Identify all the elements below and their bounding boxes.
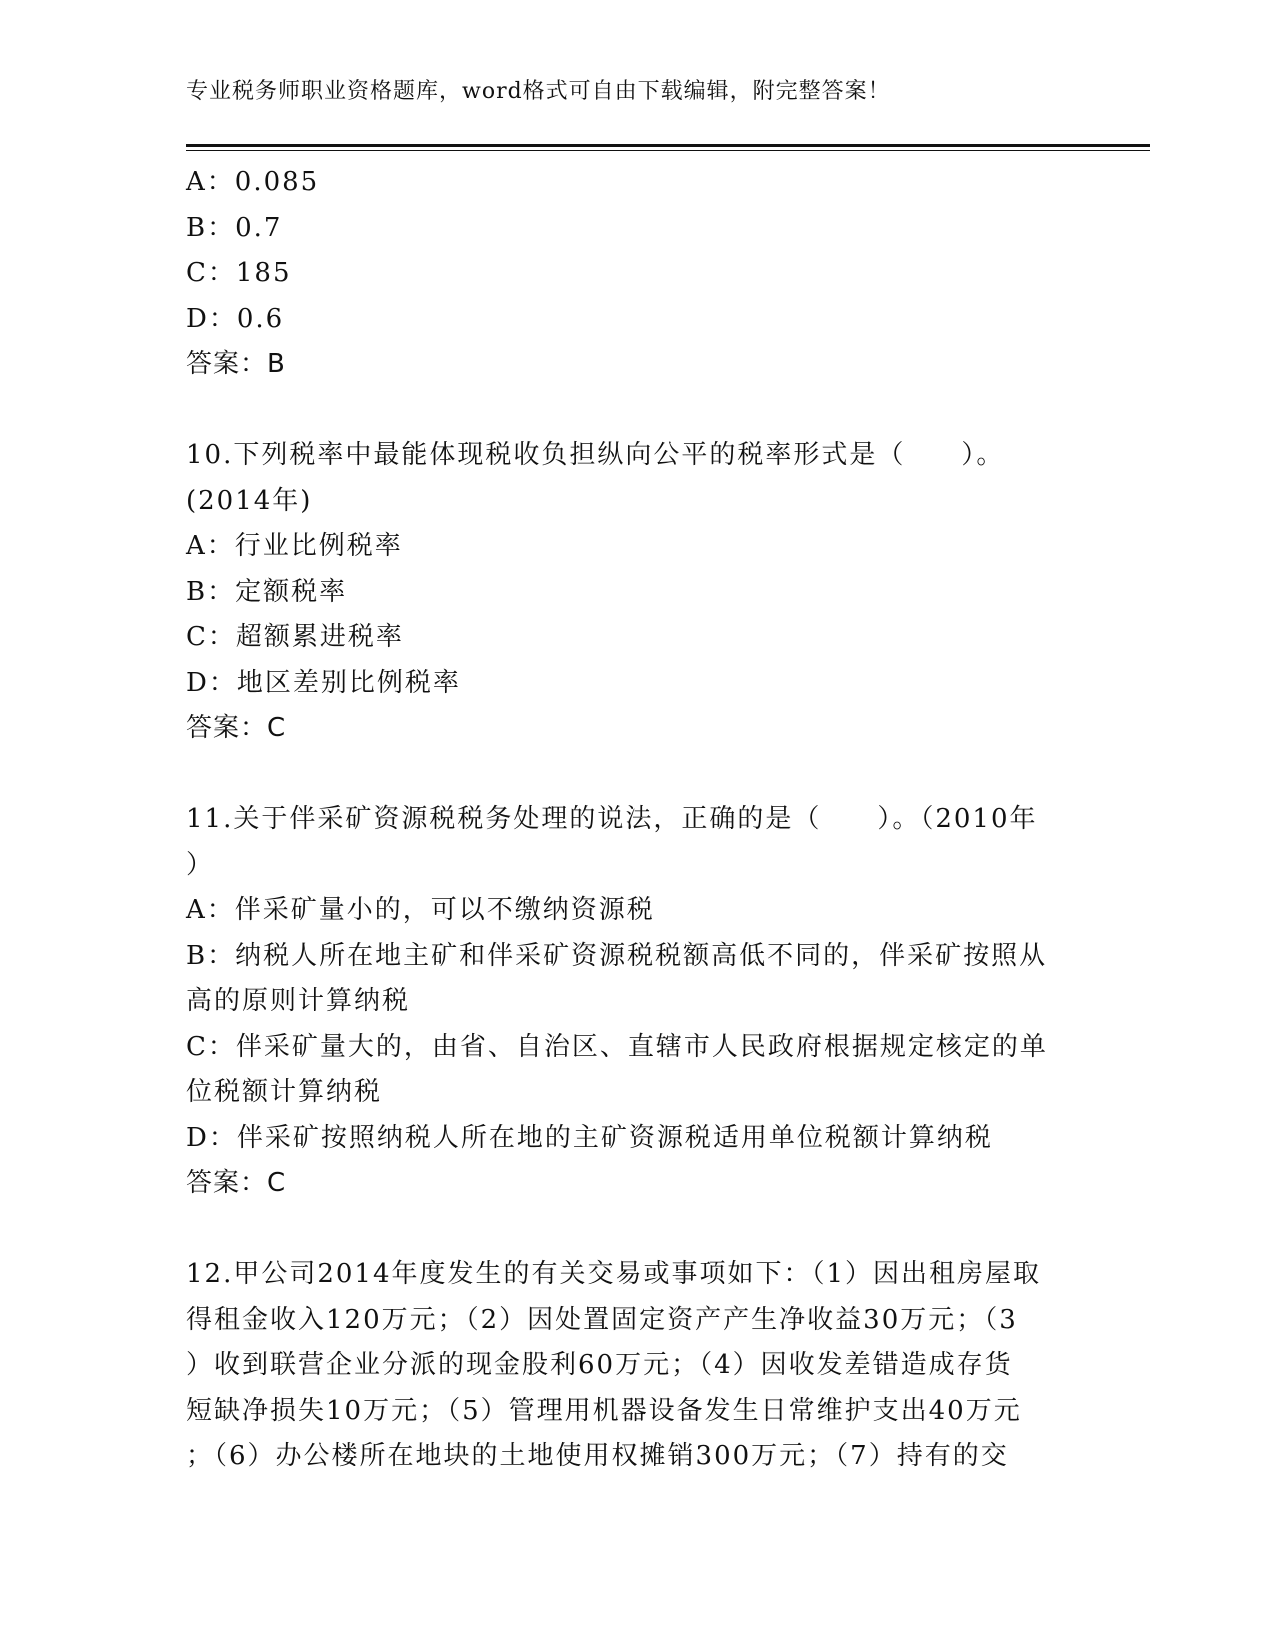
question-text: 短缺净损失10万元；（5）管理用机器设备发生日常维护支出40万元: [186, 1395, 1022, 1426]
answer: 答案：C: [186, 713, 287, 743]
header-rule-thin: [186, 150, 1150, 151]
question-text: ；（6）办公楼所在地块的土地使用权摊销300万元；（7）持有的交: [186, 1441, 1009, 1471]
option-d: D：地区差别比例税率: [186, 667, 461, 698]
question-text: 12.甲公司2014年度发生的有关交易或事项如下：（1）因出租房屋取: [186, 1259, 1042, 1289]
option-b: B：定额税率: [186, 576, 348, 607]
question-text: ）: [186, 849, 215, 880]
option-c: C：超额累进税率: [186, 622, 404, 652]
option-a: A：行业比例税率: [186, 531, 403, 561]
question-text: 11.关于伴采矿资源税税务处理的说法，正确的是（ ）。（2010年: [186, 804, 1038, 834]
option-b: B：0.7: [186, 212, 283, 243]
question-9: [186, 160, 1076, 388]
option-a: A：伴采矿量小的，可以不缴纳资源税: [186, 895, 655, 925]
question-12: [186, 1252, 1076, 1480]
option-d: D：0.6: [186, 303, 285, 334]
option-d: D：伴采矿按照纳税人所在地的主矿资源税适用单位税额计算纳税: [186, 1122, 993, 1153]
question-11: [186, 797, 1076, 1207]
question-text: 10.下列税率中最能体现税收负担纵向公平的税率形式是（ ）。: [186, 440, 1005, 470]
answer: 答案：C: [186, 1168, 287, 1198]
header-rule-thick: [186, 144, 1150, 147]
option-c: C：伴采矿量大的，由省、自治区、直辖市人民政府根据规定核定的单: [186, 1031, 1048, 1062]
question-content: [186, 160, 1076, 1480]
option-b-continued: 高的原则计算纳税: [186, 986, 411, 1016]
spacer: [186, 752, 1076, 798]
option-c: C：185: [186, 258, 292, 288]
option-c-continued: 位税额计算纳税: [186, 1077, 383, 1107]
option-a: A：0.085: [186, 167, 320, 197]
spacer: [186, 388, 1076, 434]
question-text: 得租金收入120万元；（2）因处置固定资产产生净收益30万元；（3: [186, 1304, 1018, 1335]
question-text: (2014年): [186, 485, 313, 516]
option-b: B：纳税人所在地主矿和伴采矿资源税税额高低不同的，伴采矿按照从: [186, 940, 1048, 971]
question-10: [186, 433, 1076, 752]
header-note: 专业税务师职业资格题库，word格式可自由下载编辑，附完整答案！: [186, 79, 891, 104]
question-text: ）收到联营企业分派的现金股利60万元；（4）因收发差错造成存货: [186, 1350, 1013, 1380]
spacer: [186, 1207, 1076, 1253]
answer: 答案：B: [186, 349, 286, 379]
